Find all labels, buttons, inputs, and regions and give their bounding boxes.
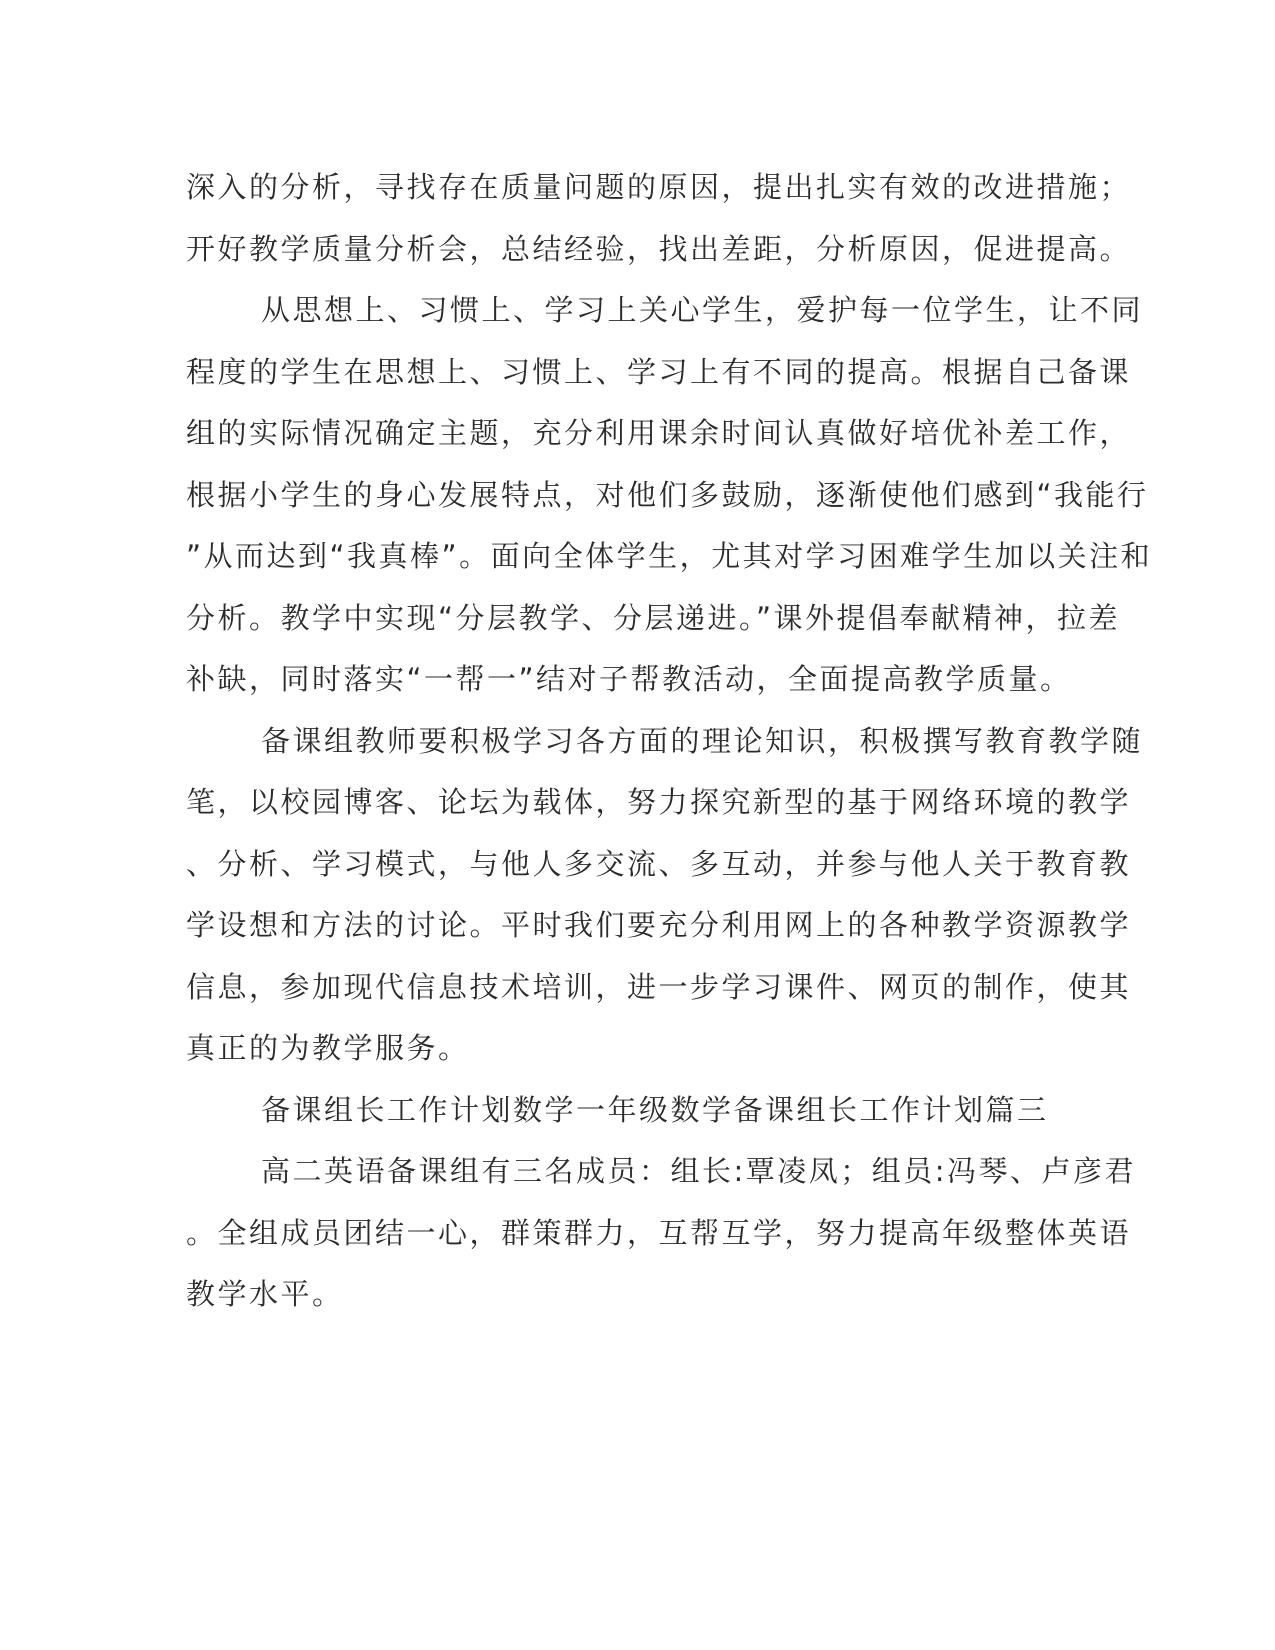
text-line: 补缺，同时落实“一帮一”结对子帮教活动，全面提高教学质量。: [186, 662, 1072, 696]
text-line: 深入的分析，寻找存在质量问题的原因，提出扎实有效的改进措施；: [186, 170, 1132, 204]
document-body: [186, 157, 1153, 1326]
paragraph-first-line: 高二英语备课组有三名成员：组长:覃凌凤；组员:冯琴、卢彦君: [261, 1154, 1137, 1188]
paragraph-first-line: 从思想上、习惯上、学习上关心学生，爱护每一位学生，让不同: [261, 293, 1144, 327]
text-line: 教学水平。: [186, 1277, 344, 1311]
text-line: 开好教学质量分析会，总结经验，找出差距，分析原因，促进提高。: [186, 231, 1132, 266]
paragraph-first-line: 备课组教师要积极学习各方面的理论知识，积极撰写教育教学随: [261, 723, 1144, 758]
text-line: 、分析、学习模式，与他人多交流、多互动，并参与他人关于教育教: [186, 846, 1132, 881]
text-line: ”从而达到“我真棒”。面向全体学生，尤其对学习困难学生加以关注和: [186, 539, 1153, 573]
text-line: 组的实际情况确定主题，充分利用课余时间认真做好培优补差工作，: [186, 416, 1132, 450]
text-line: 分析。教学中实现“分层教学、分层递进。”课外提倡奉献精神，拉差: [186, 600, 1121, 635]
text-line: 学设想和方法的讨论。平时我们要充分利用网上的各种教学资源教学: [186, 908, 1132, 942]
text-line: 程度的学生在思想上、习惯上、学习上有不同的提高。根据自己备课: [186, 354, 1132, 389]
text-line: 信息，参加现代信息技术培训，进一步学习课件、网页的制作，使其: [186, 969, 1132, 1004]
paragraph-first-line: 备课组长工作计划数学一年级数学备课组长工作计划篇三: [261, 1092, 1049, 1127]
text-line: 根据小学生的身心发展特点，对他们多鼓励，逐渐使他们感到“我能行: [186, 477, 1149, 512]
text-line: 笔，以校园博客、论坛为载体，努力探究新型的基于网络环境的教学: [186, 785, 1132, 819]
text-line: 真正的为教学服务。: [186, 1031, 470, 1065]
text-line: 。全组成员团结一心，群策群力，互帮互学，努力提高年级整体英语: [186, 1215, 1132, 1250]
